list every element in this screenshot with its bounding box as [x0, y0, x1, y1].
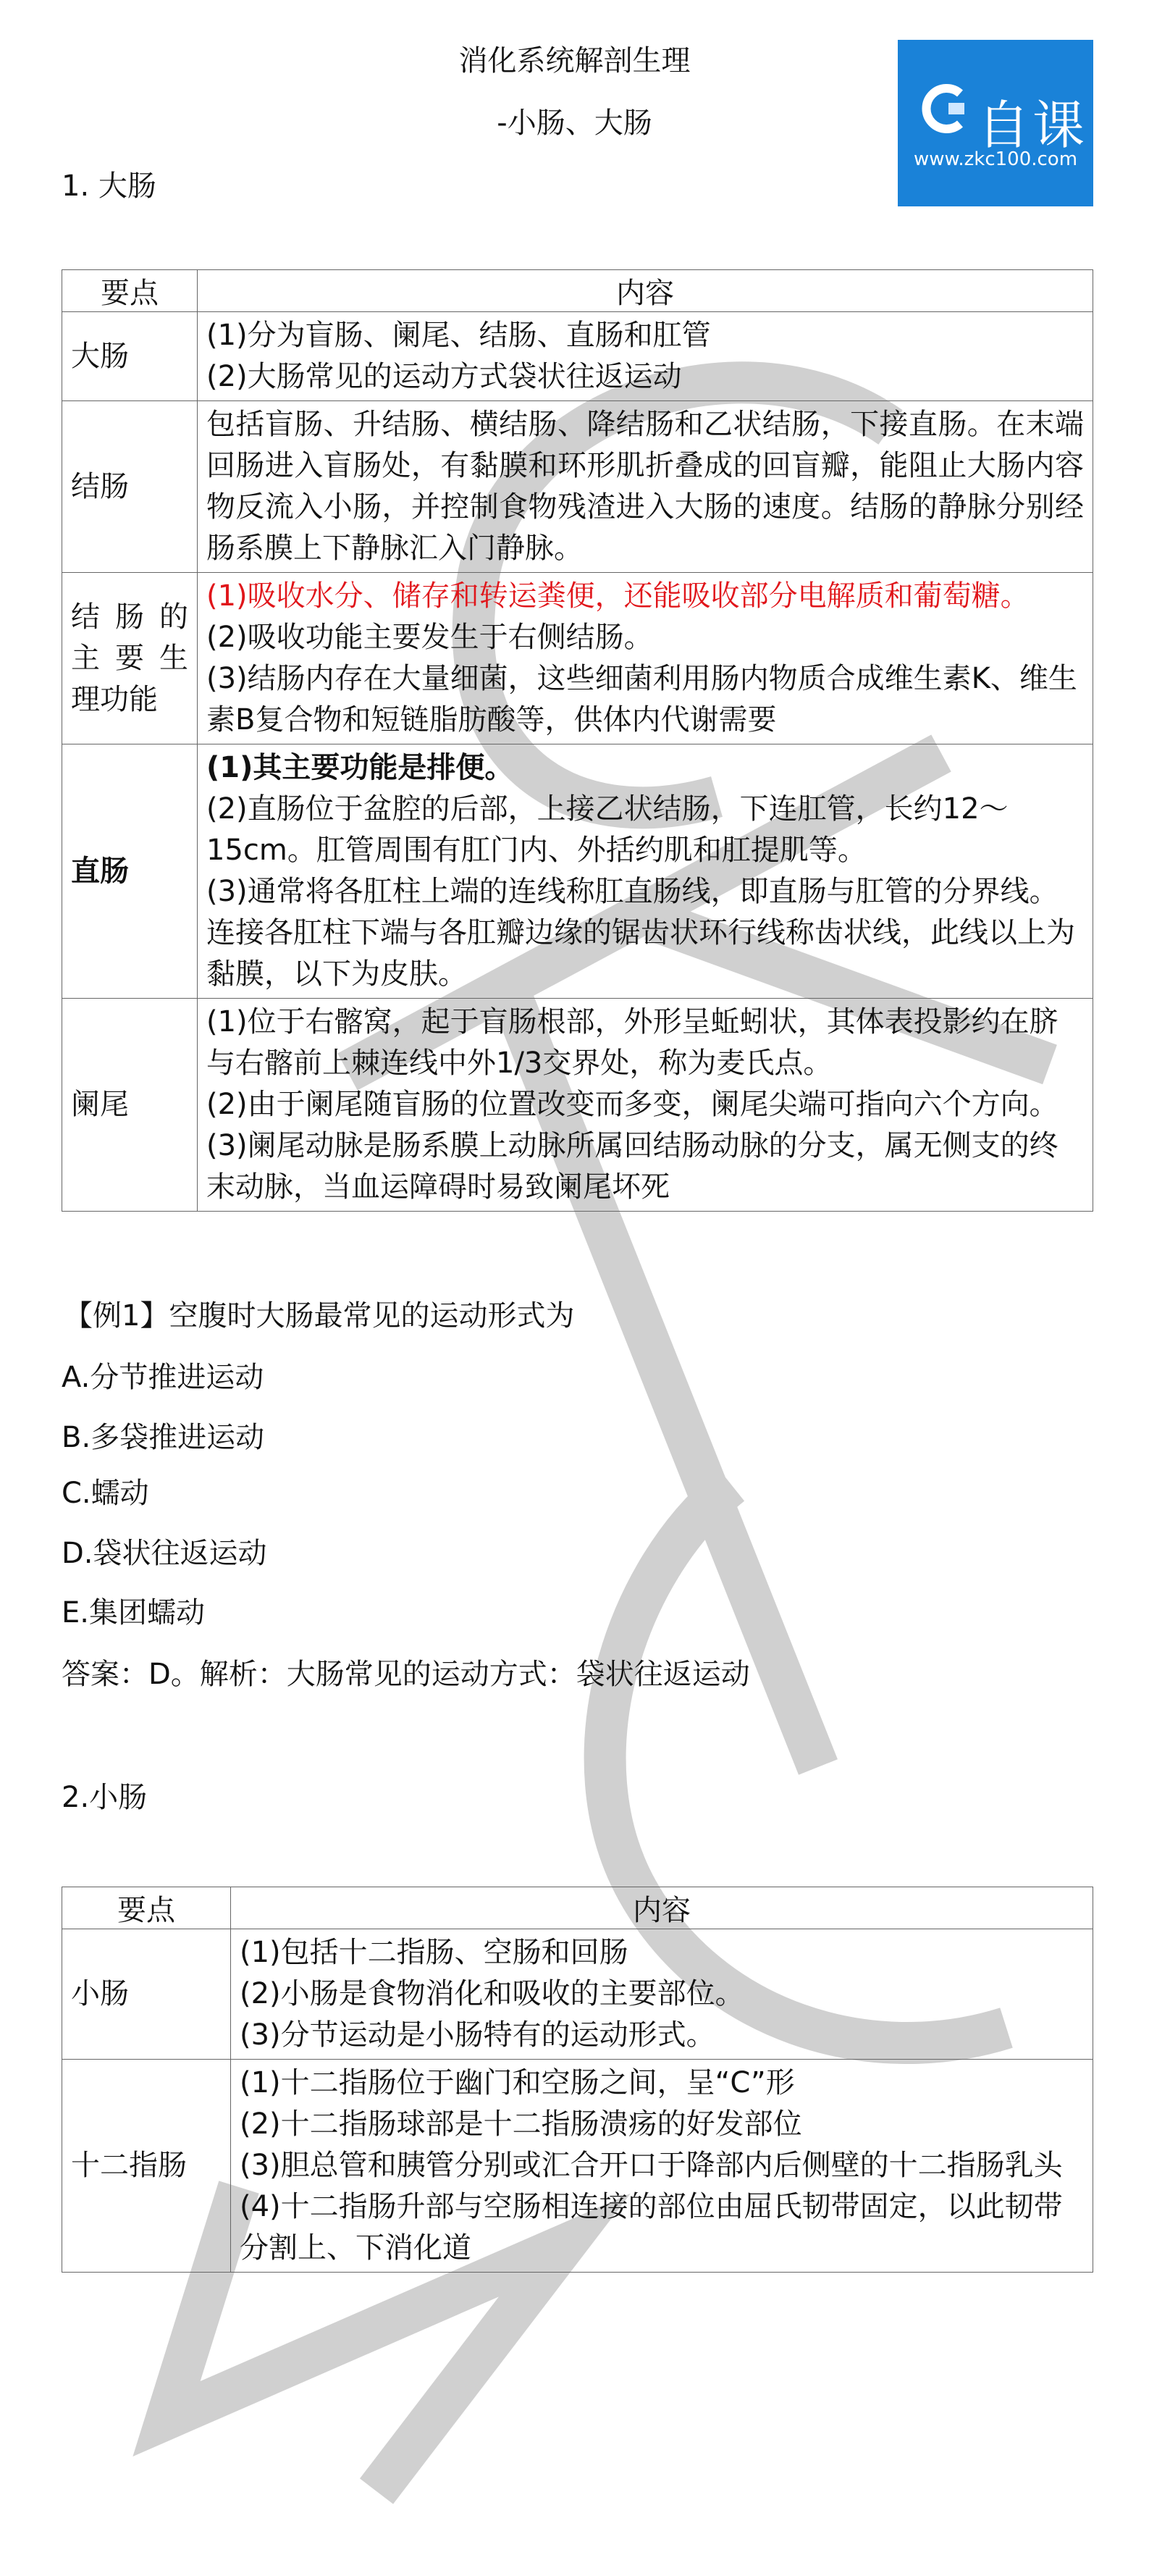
row-content: [198, 312, 1093, 401]
row-key: 阑尾: [62, 999, 198, 1212]
content-line: (3)分节运动是小肠特有的运动形式。: [240, 2018, 715, 2052]
content-line: (2)吸收功能主要发生于右侧结肠。: [206, 621, 653, 654]
table-row: [62, 2060, 1093, 2273]
content-line: 包括盲肠、升结肠、横结肠、降结肠和乙状结肠，下接直肠。在末端回肠进入盲肠处，有黏膜和环形肌折叠成的回盲瓣，能阻止大肠内容物反流入小肠，并控制食物残渣进入大肠的速度。结肠的静脉分别经肠系膜上下静脉汇入门静脉。: [206, 408, 1084, 565]
zkc-logo: [898, 40, 1093, 206]
document-title: 消化系统解剖生理: [458, 44, 691, 77]
table-header-key: 要点: [62, 1887, 231, 1929]
logo-c-icon: [915, 80, 972, 137]
row-content: [231, 1929, 1093, 2060]
row-content: [198, 573, 1093, 744]
example-question-stem: 【例1】空腹时大肠最常见的运动形式为: [64, 1299, 575, 1333]
content-line: (3)胆总管和胰管分别或汇合开口于降部内后侧壁的十二指肠乳头: [240, 2149, 1063, 2182]
table-row: [62, 1929, 1093, 2060]
row-content: [231, 2060, 1093, 2273]
table-row: [62, 312, 1093, 401]
row-key: [62, 573, 198, 744]
row-key-line: 主要生: [71, 641, 188, 675]
content-line: (2)小肠是食物消化和吸收的主要部位。: [240, 1977, 744, 2010]
content-line: (1)十二指肠位于幽门和空肠之间，呈“C”形: [240, 2066, 795, 2099]
option-e: E.集团蠕动: [62, 1596, 205, 1629]
row-content: [198, 744, 1093, 999]
content-line: (1)分为盲肠、阑尾、结肠、直肠和肛管: [206, 319, 711, 352]
row-key: 小肠: [62, 1929, 231, 2060]
table-header-content: 内容: [231, 1887, 1093, 1929]
logo-url: www.zkc100.com: [913, 148, 1078, 170]
row-key: 结肠: [62, 401, 198, 573]
bold-line: (1)其主要功能是排便。: [206, 751, 514, 784]
small-intestine-table: [62, 1887, 1093, 2273]
row-key-line: 结肠的: [71, 600, 188, 634]
table-row: [62, 744, 1093, 999]
content-line: (2)十二指肠球部是十二指肠溃疡的好发部位: [240, 2107, 802, 2141]
row-key: 直肠: [62, 744, 198, 999]
row-key: 大肠: [62, 312, 198, 401]
content-line: (3)阑尾动脉是肠系膜上动脉所属回结肠动脉的分支，属无侧支的终末动脉，当血运障碍时易致阑尾坏死: [206, 1129, 1058, 1204]
table-header-row: [62, 270, 1093, 312]
content-line: (4)十二指肠升部与空肠相连接的部位由屈氏韧带固定，以此韧带分割上、下消化道: [240, 2190, 1063, 2265]
content-line: (2)直肠位于盆腔的后部，上接乙状结肠，下连肛管，长约12～15cm。肛管周围有肛门内、外括约肌和肛提肌等。: [206, 792, 1009, 867]
logo-name: 自课: [977, 95, 1088, 156]
content-line: (1)位于右髂窝，起于盲肠根部，外形呈蚯蚓状，其体表投影约在脐与右髂前上棘连线中外1/3交界处，称为麦氏点。: [206, 1005, 1058, 1080]
option-b: B.多袋推进运动: [62, 1421, 265, 1454]
answer-explanation: 答案：D。解析：大肠常见的运动方式：袋状往返运动: [62, 1658, 750, 1691]
table-row: [62, 999, 1093, 1212]
table-header-content: 内容: [198, 270, 1093, 312]
table-header-key: 要点: [62, 270, 198, 312]
document-subtitle: -小肠、大肠: [497, 106, 652, 140]
option-d: D.袋状往返运动: [62, 1537, 267, 1570]
content-line: (2)由于阑尾随盲肠的位置改变而多变，阑尾尖端可指向六个方向。: [206, 1088, 1058, 1121]
section-heading-large-intestine: 1. 大肠: [62, 169, 156, 203]
row-key-line: 理功能: [71, 682, 158, 716]
row-key: 十二指肠: [62, 2060, 231, 2273]
table-header-row: [62, 1887, 1093, 1929]
content-line: (3)通常将各肛柱上端的连线称肛直肠线，即直肠与肛管的分界线。连接各肛柱下端与各肛瓣边缘的锯齿状环行线称齿状线，此线以上为黏膜，以下为皮肤。: [206, 875, 1075, 991]
option-c: C.蠕动: [62, 1477, 149, 1510]
table-row: [62, 401, 1093, 573]
option-a: A.分节推进运动: [62, 1361, 264, 1394]
table-row: [62, 573, 1093, 744]
large-intestine-table: [62, 269, 1093, 1212]
content-line: (1)包括十二指肠、空肠和回肠: [240, 1936, 628, 1969]
content-line: (2)大肠常见的运动方式袋状往返运动: [206, 360, 682, 393]
row-content: [198, 999, 1093, 1212]
row-content: [198, 401, 1093, 573]
section-heading-small-intestine: 2.小肠: [62, 1781, 148, 1814]
highlight-line: (1)吸收水分、储存和转运粪便，还能吸收部分电解质和葡萄糖。: [206, 579, 1030, 613]
content-line: (3)结肠内存在大量细菌，这些细菌利用肠内物质合成维生素K、维生素B复合物和短链脂肪酸等，供体内代谢需要: [206, 662, 1077, 737]
